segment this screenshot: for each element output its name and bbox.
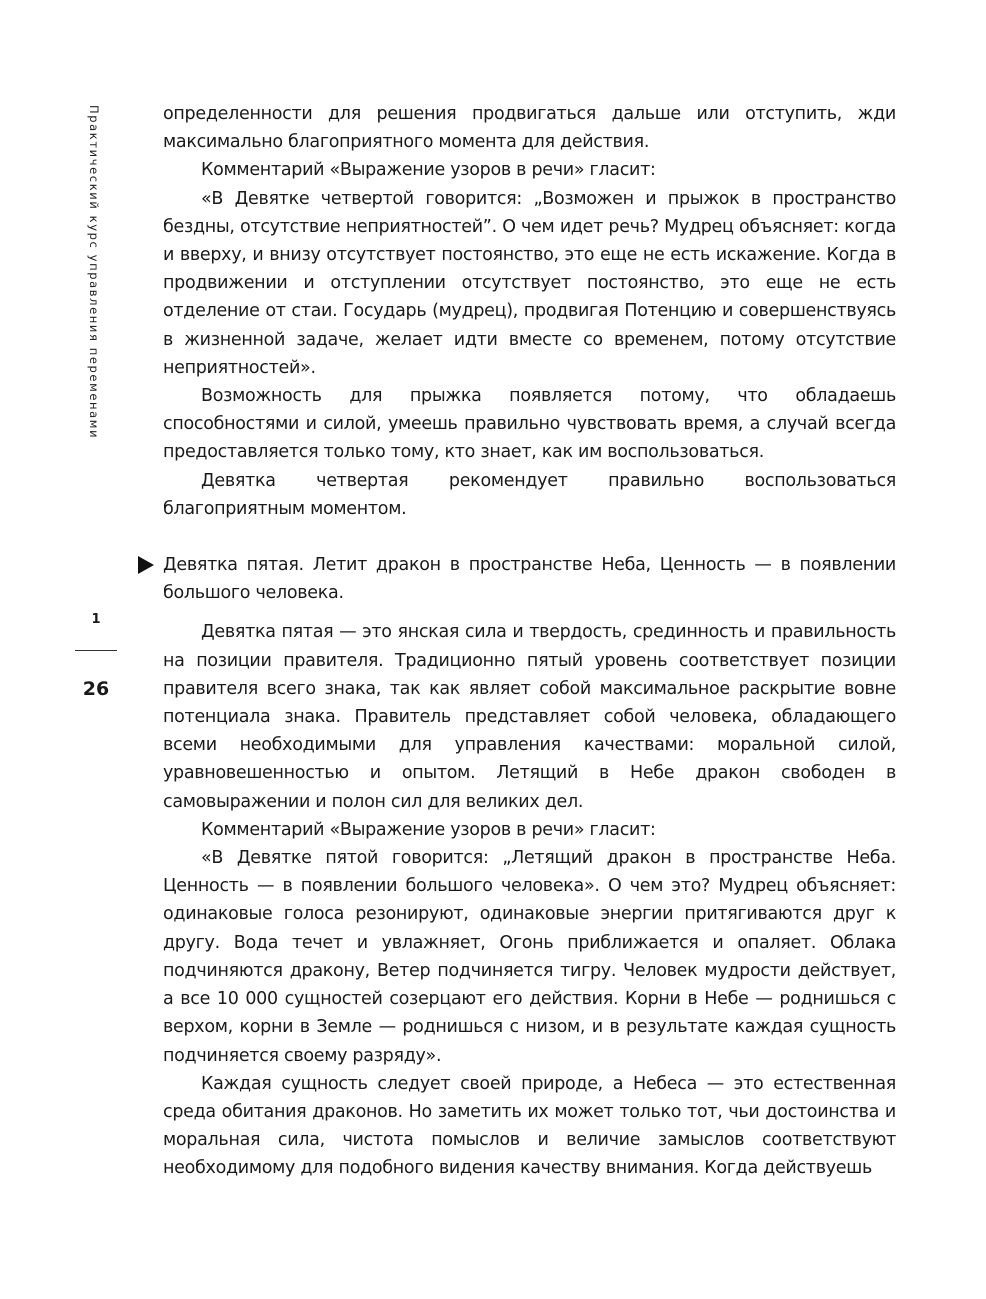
section-heading-block [163,551,896,607]
section-heading: Девятка пятая. Летит дракон в пространстве Неба, Ценность — в появлении большого человека. [163,555,896,604]
chapter-number: 1 [91,612,101,627]
body-section-bottom [163,618,896,1182]
paragraph: Девятка четвертая рекомендует правильно воспользоваться благоприятным моментом. [163,470,896,519]
paragraph: Возможность для прыжка появляется потому, что обладаешь способностями и силой, умеешь правильно чувствовать время, а случай всегда предоставляется только тому, кто знает, как им воспользоваться. [163,386,896,463]
paragraph: Комментарий «Выражение узоров в речи» гласит: [201,819,656,840]
paragraph: Комментарий «Выражение узоров в речи» гласит: [201,160,656,181]
paragraph: Девятка пятая — это янская сила и твердость, срединность и правильность на позиции правителя. Традиционно пятый уровень соответствует позиции правителя всего знака, так как являет собой максимальное раскрытие вовне потенциала знака. Правитель представляет собой человека, обладающего всеми необходимыми для управления качествами: моральной силой, уравновешенностью и опытом. Летящий в Небе дракон свободен в самовыражении и полон сил для великих дел. [163,622,896,812]
page-number: 26 [82,678,110,700]
sidebar-divider [75,650,117,651]
paragraph: «В Девятке четвертой говорится: „Возможен и прыжок в пространство бездны, отсутствие неприятностей”. О чем идет речь? Мудрец объясняет: когда и вверху, и внизу отсутствует постоянство, это еще не есть искажение. Когда в продвижении и отступлении отсутствует постоянство, это еще не есть отделение от стаи. Государь (мудрец), продвигая Потенцию и совершенствуясь в жизненной задаче, желает идти вместе со временем, потому отсутствие неприятностей». [163,188,896,378]
triangle-right-icon [138,556,154,574]
body-section-top [163,100,896,523]
paragraph: определенности для решения продвигаться дальше или отступить, жди максимально благоприятного момента для действия. [163,104,896,153]
paragraph: «В Девятке пятой говорится: „Летящий дракон в пространстве Неба. Ценность — в появлении большого человека». О чем это? Мудрец объясняет: одинаковые голоса резонируют, одинаковые энергии притягиваются друг к другу. Вода течет и увлажняет, Огонь приближается и опаляет. Облака подчиняются дракону, Ветер подчиняется тигру. Человек мудрости действует, а все 10 000 сущностей созерцают его действия. Корни в Небе — роднишься с верхом, корни в Земле — роднишься с низом, и в результате каждая сущность подчиняется своему разряду». [163,848,896,1066]
running-book-title: Практический курс управления переменами [87,105,101,440]
page-body [163,100,896,1183]
paragraph: Каждая сущность следует своей природе, а Небеса — это естественная среда обитания драконов. Но заметить их может только тот, чьи достоинства и моральная сила, чистота помыслов и величие замыслов соответствуют необходимому для подобного видения качеству внимания. Когда действуешь [163,1073,896,1179]
